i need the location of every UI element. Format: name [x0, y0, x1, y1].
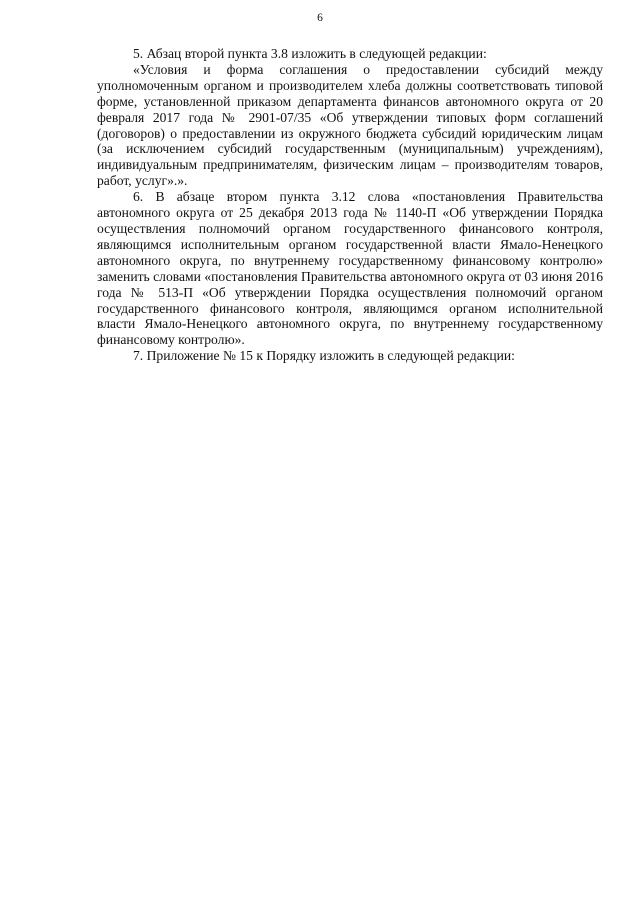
page-number: 6: [317, 12, 323, 24]
paragraph-quoted-amendment: «Условия и форма соглашения о предоставлении субсидий между уполномоченным органом и производителем хлеба должны соответствовать типовой форме, установленной приказом департамента финансов автономного округа от 20 февраля 2017 года № 2901-07/35 «Об утверждении типовых форм соглашений (договоров) о предоставлении из окружного бюджета субсидий юридическим лицам (за исключением субсидий государственным (муниципальным) учреждениям), индивидуальным предпринимателям, физическим лицам – производителям товаров, работ, услуг».».: [97, 61, 603, 189]
paragraph-item-7: 7. Приложение № 15 к Порядку изложить в следующей редакции:: [133, 348, 515, 364]
document-body: [97, 46, 603, 364]
paragraph-item-5: 5. Абзац второй пункта 3.8 изложить в следующей редакции:: [133, 46, 487, 61]
paragraph-item-6: 6. В абзаце втором пункта 3.12 слова «постановления Правительства автономного округа от 25 декабря 2013 года № 1140-П «Об утверждении Порядка осуществления полномочий органом государственного финансового контроля, являющимся исполнительным органом государственной власти Ямало-Ненецкого автономного округа, по внутреннему государственному финансовому контролю» заменить словами «постановления Правительства автономного округа от 03 июня 2016 года № 513-П «Об утверждении Порядка осуществления полномочий органом государственного финансового контроля, являющимся органом исполнительной власти Ямало-Ненецкого автономного округа, по внутреннему государственному финансовому контролю».: [97, 189, 603, 348]
